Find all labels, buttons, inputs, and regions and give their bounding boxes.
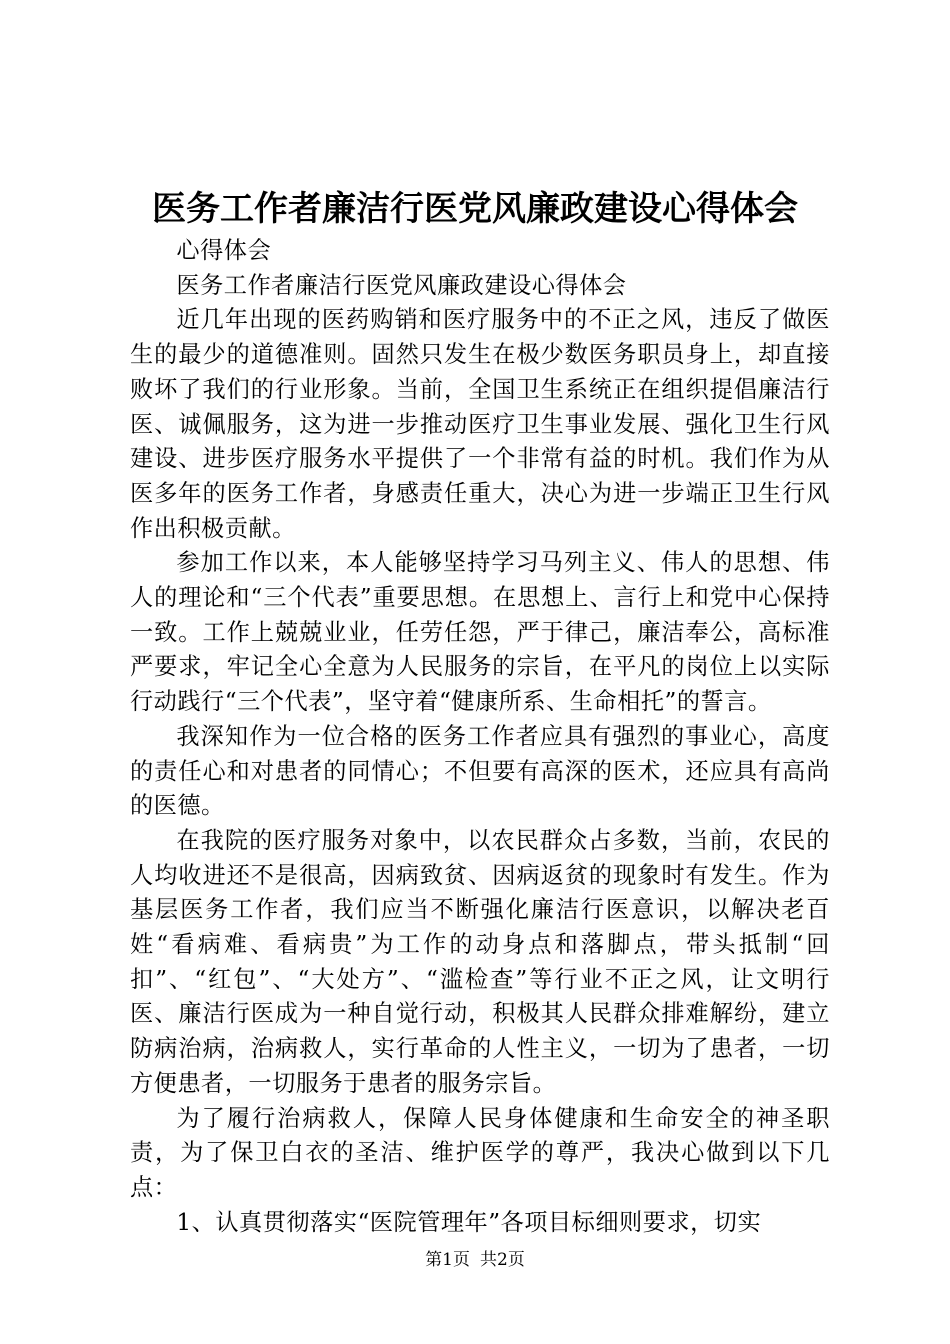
page-number: 第1页 bbox=[425, 1250, 470, 1270]
paragraph: 参加工作以来，本人能够坚持学习马列主义、伟人的思想、伟人的理论和“三个代表”重要思想。在思想上、言行上和党中心保持一致。工作上兢兢业业，任劳任怨，严于律己，廉洁奉公，高标准严要求，牢记全心全意为人民服务的宗旨，在平凡的岗位上以实际行动践行“三个代表”，坚守着“健康所系、生命相托”的誓言。 bbox=[130, 549, 830, 716]
page-total: 共2页 bbox=[480, 1250, 525, 1270]
paragraph: 我深知作为一位合格的医务工作者应具有强烈的事业心，高度的责任心和对患者的同情心；不但要有高深的医术，还应具有高尚的医德。 bbox=[130, 722, 830, 820]
paragraph-subtitle: 医务工作者廉洁行医党风廉政建设心得体会 bbox=[176, 271, 627, 299]
document-title: 医务工作者廉洁行医党风廉政建设心得体会 bbox=[152, 189, 798, 229]
paragraph: 在我院的医疗服务对象中，以农民群众占多数，当前，农民的人均收进还不是很高，因病致贫、因病返贫的现象时有发生。作为基层医务工作者，我们应当不断强化廉洁行医意识，以解决老百姓“看病难、看病贵”为工作的动身点和落脚点，带头抵制“回扣”、“红包”、“大处方”、“滥检查”等行业不正之风，让文明行医、廉洁行医成为一种自觉行动，积极其人民群众排难解纷，建立防病治病，治病救人，实行革命的人性主义，一切为了患者，一切方便患者，一切服务于患者的服务宗旨。 bbox=[130, 826, 830, 1097]
paragraph: 为了履行治病救人，保障人民身体健康和生命安全的神圣职责，为了保卫白衣的圣洁、维护医学的尊严，我决心做到以下几点： bbox=[130, 1104, 830, 1201]
page-footer bbox=[0, 1248, 950, 1272]
paragraph-list-item: 1、认真贯彻落实“医院管理年”各项目标细则要求，切实 bbox=[176, 1208, 762, 1236]
paragraph-category: 心得体会 bbox=[176, 237, 272, 264]
document-body bbox=[130, 234, 830, 1240]
paragraph: 近几年出现的医药购销和医疗服务中的不正之风，违反了做医生的最少的道德准则。固然只发生在极少数医务职员身上，却直接败坏了我们的行业形象。当前，全国卫生系统正在组织提倡廉洁行医、诚佩服务，这为进一步推动医疗卫生事业发展、强化卫生行风建设、进步医疗服务水平提供了一个非常有益的时机。我们作为从医多年的医务工作者，身感责任重大，决心为进一步端正卫生行风作出积极贡献。 bbox=[130, 306, 830, 542]
